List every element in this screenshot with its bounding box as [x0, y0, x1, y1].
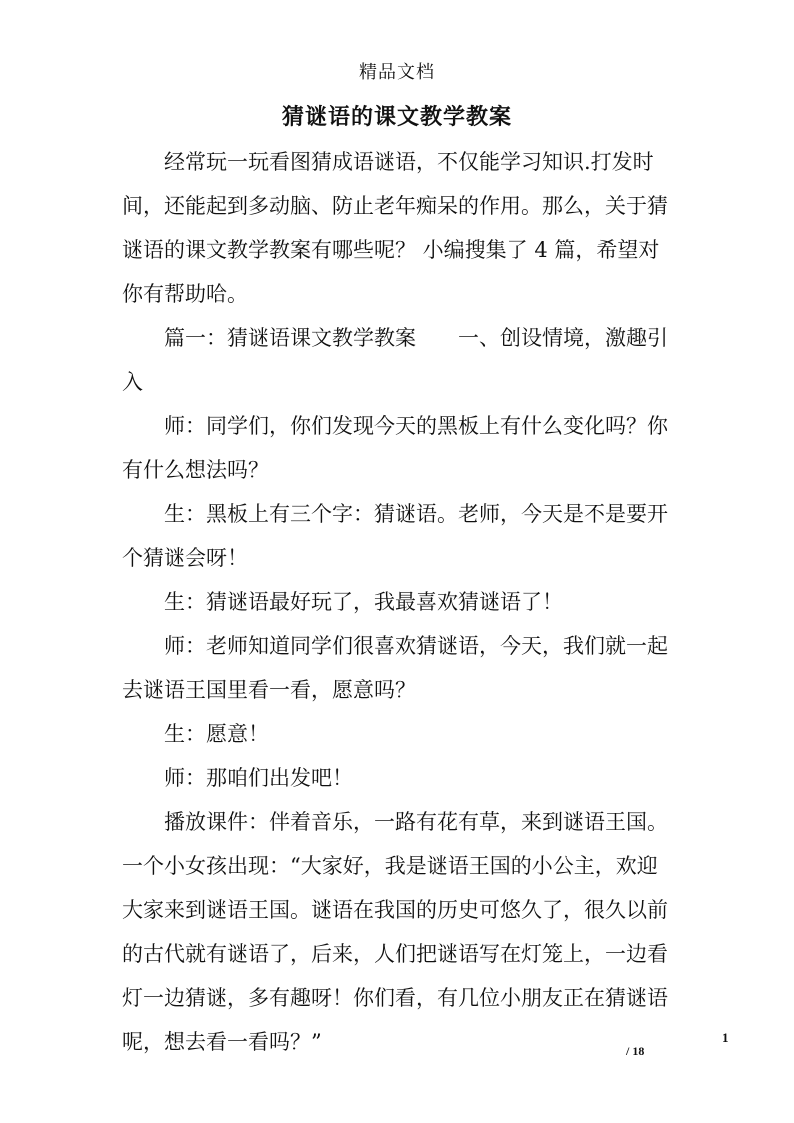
- document-body: [122, 140, 672, 1064]
- paragraph: 师：同学们，你们发现今天的黑板上有什么变化吗？你有什么想法吗？: [122, 414, 668, 482]
- paragraph: 生：猜谜语最好玩了，我最喜欢猜谜语了！: [164, 590, 563, 614]
- page-total: / 18: [626, 1044, 645, 1058]
- document-header: 精品文档: [359, 62, 435, 83]
- page-number: 1: [722, 1030, 729, 1045]
- paragraph: 生：黑板上有三个字：猜谜语。老师，今天是不是要开个猜谜会呀！: [122, 502, 668, 570]
- paragraph: 播放课件：伴着音乐，一路有花有草，来到谜语王国。一个小女孩出现：“大家好，我是谜语王国的小公主，欢迎大家来到谜语王国。谜语在我国的历史可悠久了，很久以前的古代就有谜语了，后来，人们把谜语写在灯笼上，一边看灯一边猜谜，多有趣呀！你们看，有几位小朋友正在猜谜语呢，想去看一看吗？”: [122, 810, 668, 1054]
- paragraph: 经常玩一玩看图猜成语谜语，不仅能学习知识.打发时间，还能起到多动脑、防止老年痴呆的作用。那么，关于猜谜语的课文教学教案有哪些呢？ 小编搜集了 4 篇，希望对你有帮助哈。: [122, 150, 668, 306]
- paragraph: 师：老师知道同学们很喜欢猜谜语，今天，我们就一起去谜语王国里看一看，愿意吗？: [122, 634, 668, 702]
- paragraph: 生：愿意！: [164, 722, 269, 746]
- document-title: 猜谜语的课文教学教案: [281, 104, 512, 130]
- paragraph: 师：那咱们出发吧！: [164, 766, 353, 790]
- paragraph: 篇一：猜谜语课文教学教案 一、创设情境，激趣引入: [122, 326, 668, 394]
